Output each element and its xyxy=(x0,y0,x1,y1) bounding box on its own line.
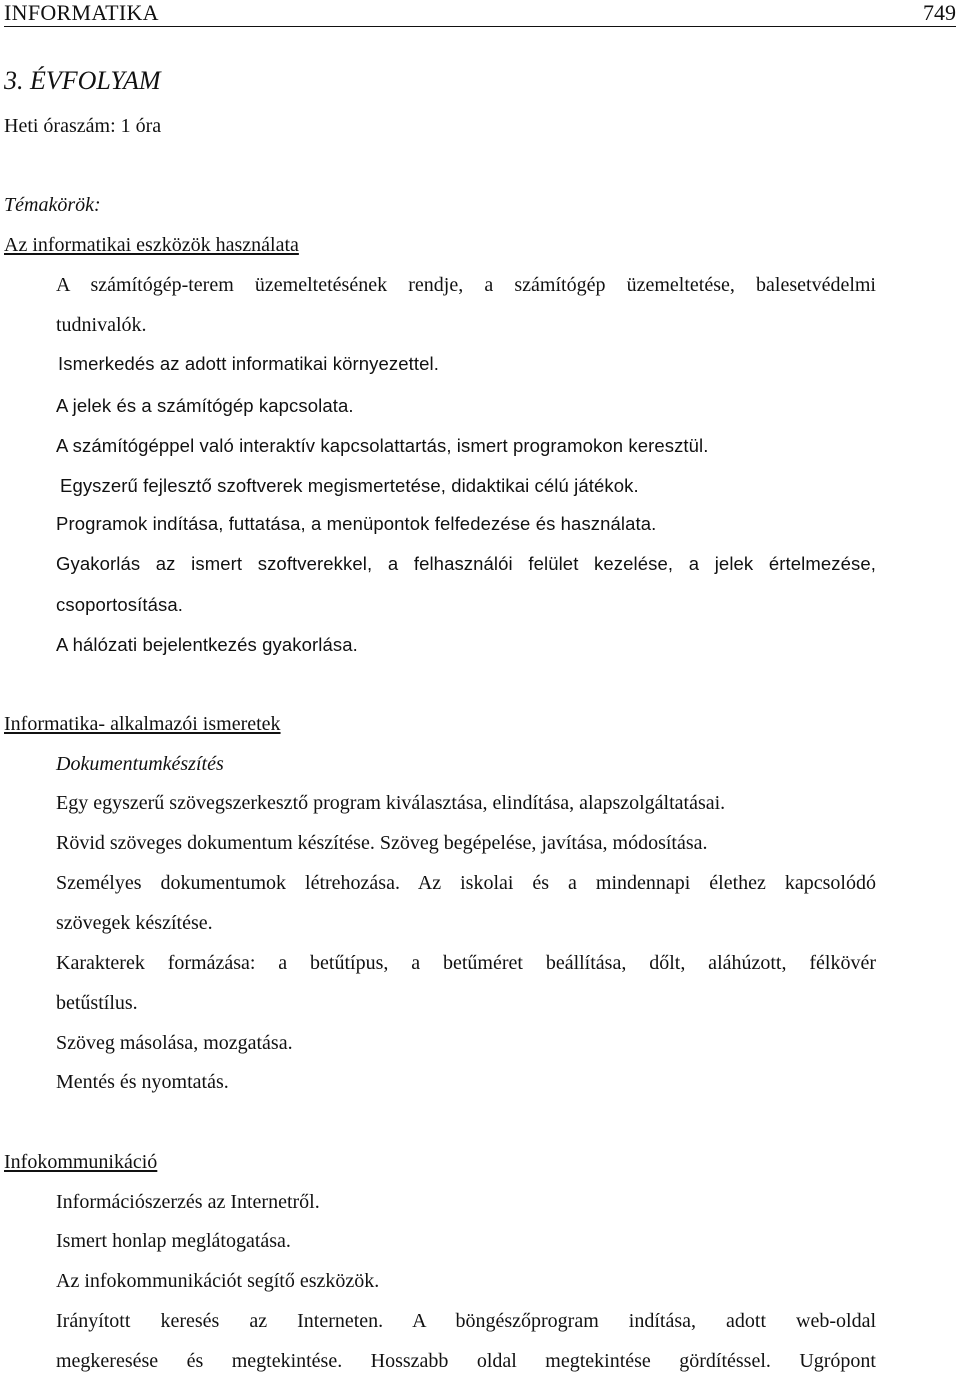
paragraph-line: betűstílus. xyxy=(56,992,138,1014)
paragraph-line: A számítógéppel való interaktív kapcsolattartás, ismert programokon keresztül. xyxy=(56,435,709,456)
paragraph-line: Ismerkedés az adott informatikai környezettel. xyxy=(58,353,439,374)
paragraph-line: Szöveg másolása, mozgatása. xyxy=(56,1032,293,1054)
paragraph-line: megkeresése és megtekintése. Hosszabb oldal megtekintése gördítéssel. Ugrópont xyxy=(56,1350,876,1372)
paragraph-line: Egyszerű fejlesztő szoftverek megismertetése, didaktikai célú játékok. xyxy=(60,475,639,496)
weekly-hours: Heti óraszám: 1 óra xyxy=(4,115,162,137)
paragraph-line: A hálózati bejelentkezés gyakorlása. xyxy=(56,634,358,655)
paragraph-line: Személyes dokumentumok létrehozása. Az iskolai és a mindennapi élethez kapcsolódó xyxy=(56,872,876,894)
paragraph-line: csoportosítása. xyxy=(56,594,183,615)
paragraph-line: Ismert honlap meglátogatása. xyxy=(56,1230,291,1252)
paragraph-line: Programok indítása, futtatása, a menüpontok felfedezése és használata. xyxy=(56,513,657,534)
paragraph-line: Irányított keresés az Interneten. A böngészőprogram indítása, adott web-oldal xyxy=(56,1310,876,1332)
paragraph-line: Rövid szöveges dokumentum készítése. Szöveg begépelése, javítása, módosítása. xyxy=(56,832,708,854)
paragraph-line: Információszerzés az Internetről. xyxy=(56,1191,320,1213)
section-heading-applications: Informatika- alkalmazói ismeretek xyxy=(4,713,281,735)
paragraph-line: Karakterek formázása: a betűtípus, a betűméret beállítása, dőlt, aláhúzott, félkövér xyxy=(56,952,876,974)
page-number: 749 xyxy=(923,0,956,25)
paragraph-line: Gyakorlás az ismert szoftverekkel, a felhasználói felület kezelése, a jelek értelmezése, xyxy=(56,553,876,574)
paragraph-line: Mentés és nyomtatás. xyxy=(56,1071,229,1093)
subsection-heading-documents: Dokumentumkészítés xyxy=(56,753,224,775)
section-heading-devices: Az informatikai eszközök használata xyxy=(4,234,299,256)
page-header xyxy=(4,0,956,27)
paragraph-line: Az infokommunikációt segítő eszközök. xyxy=(56,1270,380,1292)
grade-title: 3. ÉVFOLYAM xyxy=(4,66,161,95)
paragraph-line: Egy egyszerű szövegszerkesztő program kiválasztása, elindítása, alapszolgáltatásai. xyxy=(56,792,726,814)
header-title: INFORMATIKA xyxy=(4,0,159,25)
topics-label: Témakörök: xyxy=(4,194,101,216)
paragraph-line: tudnivalók. xyxy=(56,314,147,336)
paragraph-line: szövegek készítése. xyxy=(56,912,213,934)
section-heading-infocommunication: Infokommunikáció xyxy=(4,1151,158,1173)
paragraph-line: A számítógép-terem üzemeltetésének rendje, a számítógép üzemeltetése, balesetvédelmi xyxy=(56,274,876,296)
paragraph-line: A jelek és a számítógép kapcsolata. xyxy=(56,395,354,416)
